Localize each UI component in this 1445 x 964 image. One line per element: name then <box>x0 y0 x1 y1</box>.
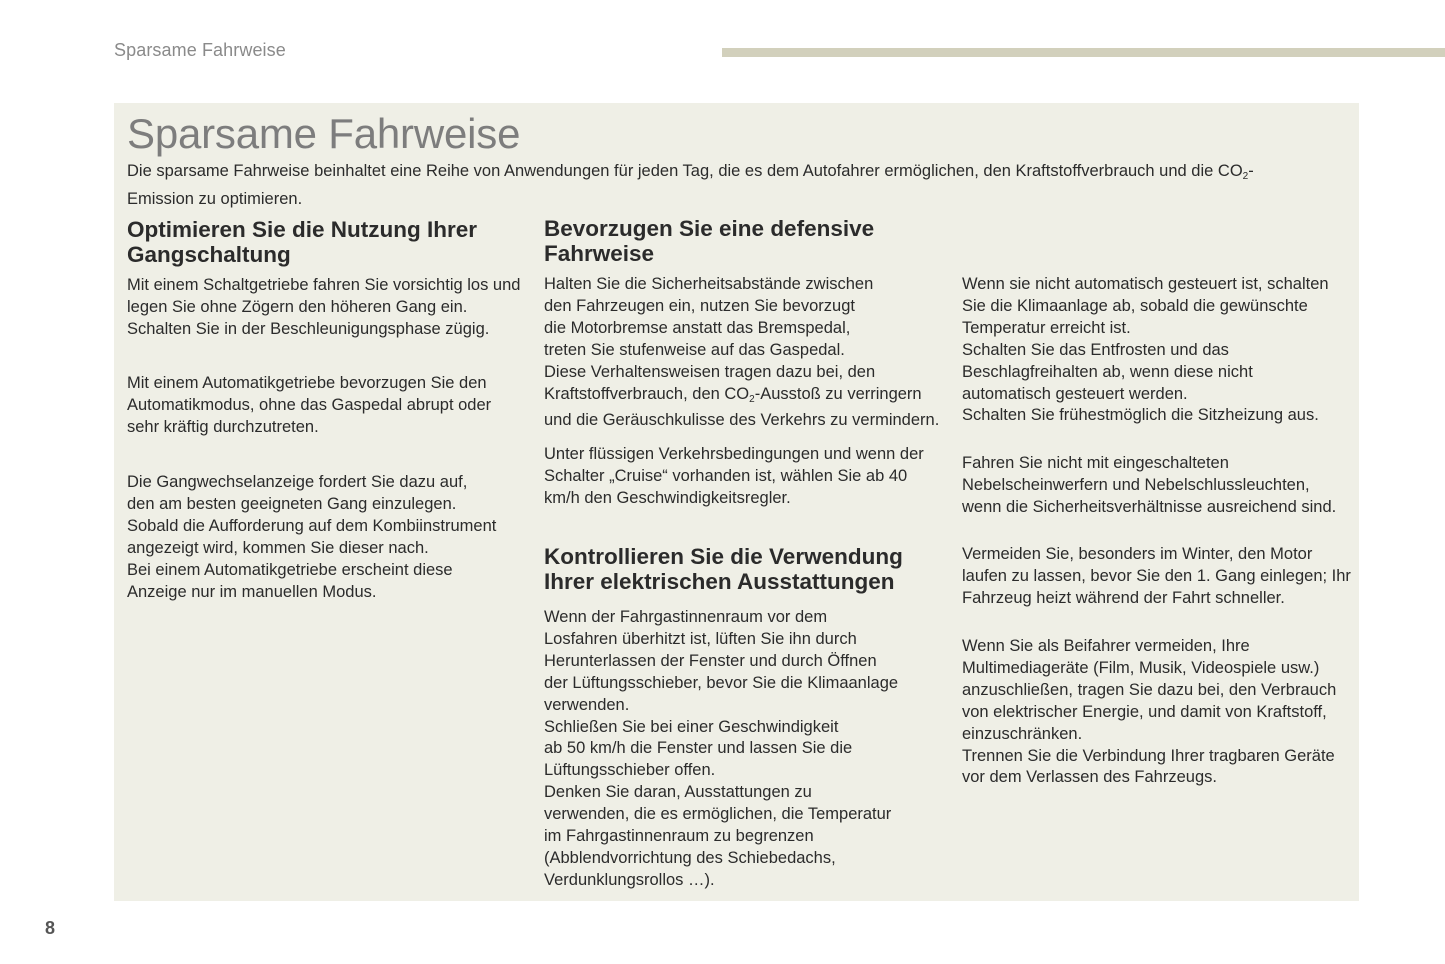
defensive-paragraph-1-wrap <box>544 274 944 432</box>
defensive-paragraph-1 <box>544 274 944 432</box>
defensive-paragraph-2: Unter flüssigen Verkehrsbedingungen und wenn der Schalter „Cruise“ vorhanden ist, wählen Sie ab 40 km/h den Geschwindigkeitsregler. <box>544 445 924 507</box>
gear-paragraph-1: Mit einem Schaltgetriebe fahren Sie vorsichtig los und legen Sie ohne Zögern den höheren Gang ein. Schalten Sie in der Beschleunigungsphase zügig. <box>127 276 521 338</box>
heading-defensive: Bevorzugen Sie eine defensive Fahrweise <box>544 216 875 266</box>
defensive-text-start: Halten Sie die Sicherheitsabstände zwischen den Fahrzeugen ein, nutzen Sie bevorzugt die Motorbremse anstatt das Bremspedal, treten Sie stufenweise auf das Gaspedal. Diese Verhaltensweisen tragen dazu bei, den Kraftstoffverbrauch, den CO <box>544 275 876 403</box>
heading-gear: Optimieren Sie die Nutzung Ihrer Gangschaltung <box>127 217 478 267</box>
electric-paragraph-1: Wenn der Fahrgastinnenraum vor dem Losfahren überhitzt ist, lüften Sie ihn durch Herunterlassen der Fenster und durch Öffnen der Lüftungsschieber, bevor Sie die Klimaanlage verwenden. Schließen Sie bei einer Geschwindigkeit ab 50 km/h die Fenster und lassen Sie die Lüftungsschieber offen. Denken Sie daran, Ausstattungen zu verwenden, die es ermöglichen, die Temperatur im Fahrgastinnenraum zu begrenzen (Abblendvorrichtung des Schiebedachs, Verdunklungsrollos …). <box>544 608 899 889</box>
gear-paragraph-1-wrap <box>127 275 522 341</box>
electric-cont-paragraph-2: Fahren Sie nicht mit eingeschalteten Nebelscheinwerfern und Nebelschlussleuchten, wenn die Sicherheitsverhältnisse ausreichend sind. <box>962 454 1337 516</box>
defensive-text-end: -Ausstoß zu verringern und die Geräuschkulisse des Verkehrs zu vermindern. <box>544 384 940 430</box>
electric-cont-paragraph-3-wrap <box>962 544 1352 610</box>
column-defensive <box>544 217 939 266</box>
electric-cont-paragraph-4: Wenn Sie als Beifahrer vermeiden, Ihre Multimediageräte (Film, Musik, Videospiele usw.) anzuschließen, tragen Sie dazu bei, den Verbrauch von elektrischer Energie, und damit von Kraftstoff, einzuschränken. Trennen Sie die Verbindung Ihrer tragbaren Geräte vor dem Verlassen des Fahrzeugs. <box>962 637 1337 787</box>
column-electric <box>544 545 939 594</box>
gear-paragraph-3: Die Gangwechselanzeige fordert Sie dazu auf, den am besten geeigneten Gang einzulegen. Sobald die Aufforderung auf dem Kombiinstrument angezeigt wird, kommen Sie dieser nach. Bei einem Automatikgetriebe erscheint diese Anzeige nur im manuellen Modus. <box>127 473 497 601</box>
heading-electric: Kontrollieren Sie die Verwendung Ihrer elektrischen Ausstattungen <box>544 544 903 594</box>
defensive-subscript: 2 <box>749 393 755 405</box>
intro-text-start: Die sparsame Fahrweise beinhaltet eine Reihe von Anwendungen für jeden Tag, die es dem Autofahrer ermöglichen, den Kraftstoffverbrauch und die CO <box>127 162 1243 180</box>
electric-cont-paragraph-2-wrap <box>962 453 1352 519</box>
intro-paragraph <box>127 160 1307 210</box>
gear-paragraph-2-wrap <box>127 373 522 439</box>
intro-text-end: -Emission zu optimieren. <box>127 162 1254 208</box>
page-title: Sparsame Fahrweise <box>127 110 521 157</box>
electric-paragraph-1-wrap <box>544 607 914 892</box>
gear-paragraph-2: Mit einem Automatikgetriebe bevorzugen Sie den Automatikmodus, ohne das Gaspedal abrupt oder sehr kräftig durchzutreten. <box>127 374 492 436</box>
page-number: 8 <box>45 918 56 938</box>
defensive-paragraph-2-wrap <box>544 444 929 510</box>
intro-subscript: 2 <box>1242 171 1249 182</box>
electric-cont-paragraph-4-wrap <box>962 636 1352 789</box>
running-header-title: Sparsame Fahrweise <box>114 40 286 60</box>
electric-cont-paragraph-1-wrap <box>962 274 1352 427</box>
header-rule <box>722 48 1445 57</box>
electric-cont-paragraph-3: Vermeiden Sie, besonders im Winter, den Motor laufen zu lassen, bevor Sie den 1. Gang einlegen; Ihr Fahrzeug heizt während der Fahrt schneller. <box>962 545 1351 607</box>
electric-cont-paragraph-1: Wenn sie nicht automatisch gesteuert ist, schalten Sie die Klimaanlage ab, sobald die gewünschte Temperatur erreicht ist. Schalten Sie das Entfrosten und das Beschlagfreihalten ab, wenn diese nicht automatisch gesteuert werden. Schalten Sie frühestmöglich die Sitzheizung aus. <box>962 275 1329 425</box>
column-gear <box>127 218 522 267</box>
gear-paragraph-3-wrap <box>127 472 522 603</box>
